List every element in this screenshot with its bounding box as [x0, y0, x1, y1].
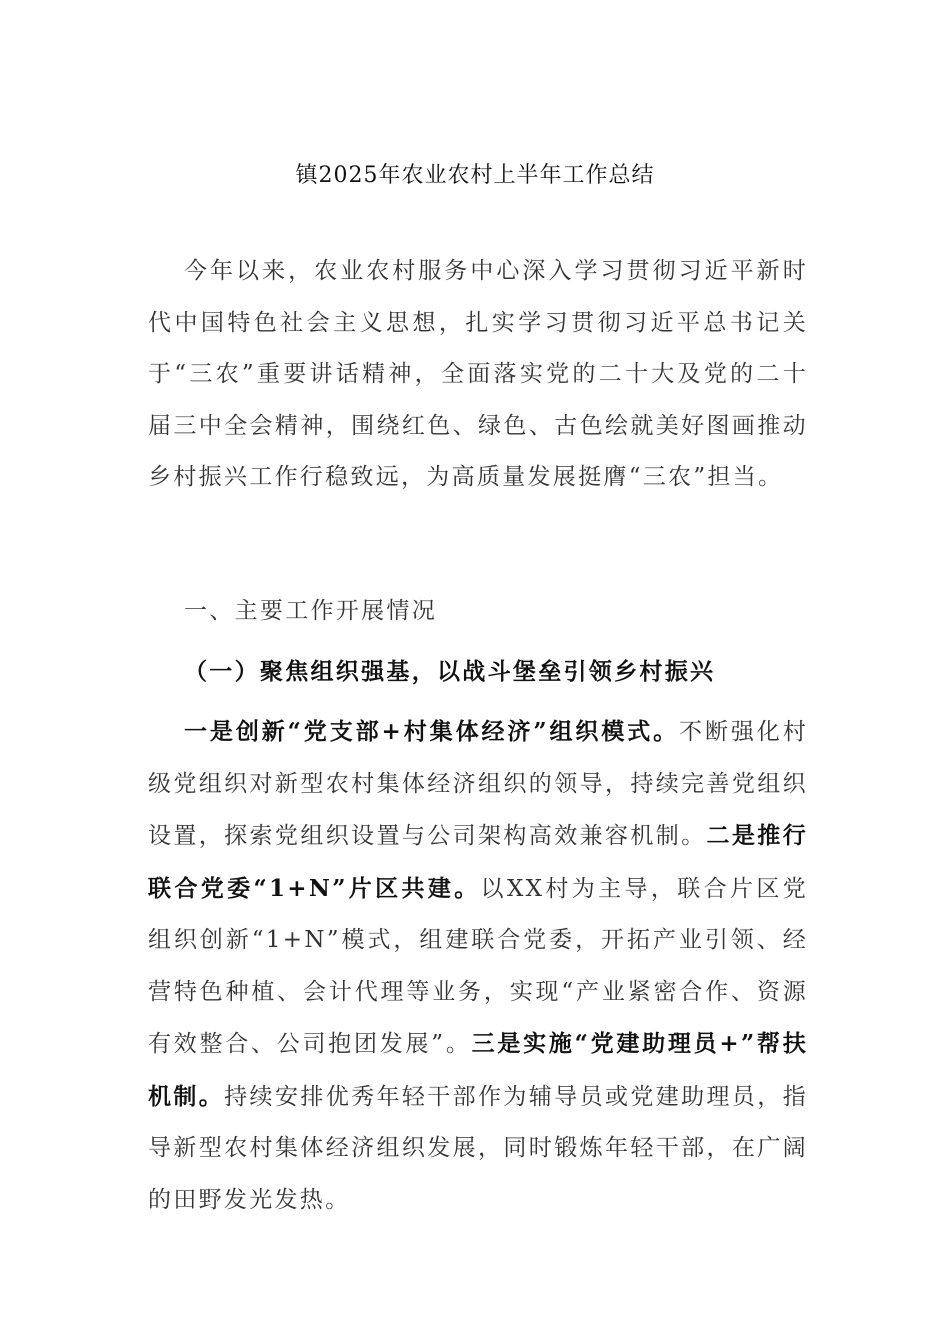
body-text-2: 以XX村为主导，联合片区党组织创新“1+N”模式，组建联合党委，开拓产业引领、经营特色种植、会计代理等业务，实现“产业紧密合作、资源有效整合、公司抱团发展”。 — [148, 875, 808, 1057]
lead-phrase-3: 三是实施“党建助理员+”帮扶机制。 — [148, 1030, 808, 1110]
section-heading: 一、主要工作开展情况 — [184, 598, 437, 624]
body-text-3: 持续安排优秀年轻干部作为辅导员或党建助理员，指导新型农村集体经济组织发展，同时锻炼年轻干部，在广阔的田野发光发热。 — [148, 1083, 808, 1213]
body-paragraph — [148, 706, 808, 1226]
lead-phrase-1: 一是创新“党支部+村集体经济”组织模式。 — [184, 718, 680, 745]
body-text-1: 不断强化村级党组织对新型农村集体经济组织的领导，持续完善党组织设置，探索党组织设置与公司架构高效兼容机制。 — [148, 719, 809, 849]
intro-paragraph: 今年以来，农业农村服务中心深入学习贯彻习近平新时代中国特色社会主义思想，扎实学习贯彻习近平总书记关于“三农”重要讲话精神，全面落实党的二十大及党的二十届三中全会精神，围绕红色、绿色、古色绘就美好图画推动乡村振兴工作行稳致远，为高质量发展挺膺“三农”担当。 — [148, 258, 808, 490]
subsection-heading: （一）聚焦组织强基，以战斗堡垒引领乡村振兴 — [184, 658, 716, 685]
document-title: 镇2025年农业农村上半年工作总结 — [295, 163, 655, 188]
lead-phrase-2: 二是推行联合党委“1+N”片区共建。 — [148, 822, 808, 902]
